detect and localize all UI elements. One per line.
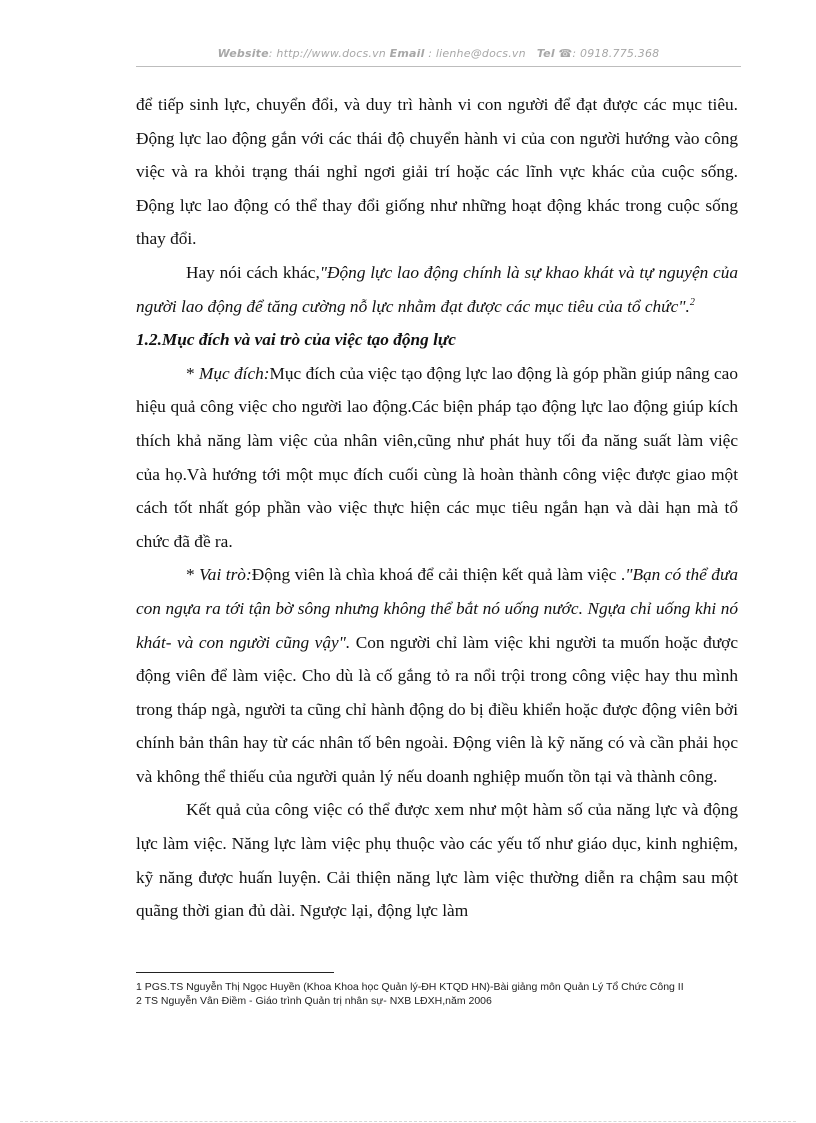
purpose-label: Mục đích: xyxy=(198,363,270,383)
tel-value: ☎: 0918.775.368 xyxy=(558,47,660,60)
footnote-2: 2 TS Nguyễn Vân Điềm - Giáo trình Quản trị nhân sự- NXB LĐXH,năm 2006 xyxy=(136,994,492,1007)
email-label: Email xyxy=(389,47,425,60)
paragraph-1: để tiếp sinh lực, chuyển đổi, và duy trì hành vi con người để đạt được các mục tiêu. Động lực lao động gắn với các thái độ chuyển hành vi của con người hướng vào công việc và ra khỏi trạng thái nghỉ ngơi giải trí hoặc các lĩnh vực khác của cuộc sống. Động lực lao động có thể thay đổi giống như những hoạt động khác trong cuộc sống thay đổi. xyxy=(136,95,738,249)
footnote-ref-2[interactable]: 2 xyxy=(689,296,695,308)
paragraph-2-lead: Hay nói cách khác, xyxy=(186,262,320,282)
footnote-1: 1 PGS.TS Nguyễn Thị Ngọc Huyền (Khoa Khoa học Quản lý-ĐH KTQD HN)-Bài giảng môn Quản Lý Tổ Chức Công II xyxy=(136,981,684,993)
purpose-text: Mục đích của việc tạo động lực lao động là góp phần giúp nâng cao hiệu quả công việc cho người lao động.Các biện pháp tạo động lực lao động giúp kích thích khả năng làm việc của nhân viên,cũng như phát huy tối đa năng suất làm việc của họ.Và hướng tới một mục đích cuối cùng là hoàn thành công việc được giao một cách tốt nhất góp phần vào việc thực hiện các mục tiêu ngắn hạn và dài hạn mà tổ chức đã đề ra. xyxy=(136,363,738,551)
role-label: Vai trò: xyxy=(199,565,252,585)
role-quote: "Bạn có thể đưa con ngựa ra tới tận bờ sông nhưng không thể bắt nó uống nước. Ngựa chỉ uống khi nó khát- và con người cũng vậy". xyxy=(136,565,739,652)
email-value: : lienhe@docs.vn xyxy=(424,47,526,60)
bullet-star: * xyxy=(186,363,199,383)
paragraph-2-quote: "Động lực lao động chính là sự khao khát và tự nguyện của người lao động để tăng cường nỗ lực nhằm đạt được các mục tiêu của tổ chức". xyxy=(136,262,738,316)
footnote-divider xyxy=(136,972,334,973)
header-divider xyxy=(136,66,741,67)
footnotes xyxy=(136,981,738,1008)
paragraph-5: Kết quả của công việc có thể được xem như một hàm số của năng lực và động lực làm việc. Năng lực làm việc phụ thuộc vào các yếu tố như giáo dục, kinh nghiệm, kỹ năng được huấn luyện. Cải thiện năng lực làm việc thường diễn ra chậm sau một quãng thời gian đủ dài. Ngược lại, động lực làm xyxy=(136,800,738,921)
paragraph-3 xyxy=(136,357,738,559)
role-text-2: Con người chỉ làm việc khi người ta muốn hoặc được động viên để làm việc. Cho dù là cố gắng tỏ ra nổi trội trong công việc hay thu mình trong tháp ngà, người ta cũng chỉ hành động do bị điều khiển hoặc được động viên bởi chính bản thân hay từ các nhân tố bên ngoài. Động viên là kỹ năng có và cần phải học và không thể thiếu của người quản lý nếu doanh nghiệp muốn tồn tại và thành công. xyxy=(136,632,738,786)
paragraph-2 xyxy=(136,256,738,323)
role-text-1: Động viên là chìa khoá để cải thiện kết quả làm việc . xyxy=(251,565,626,585)
section-heading: 1.2.Mục đích và vai trò của việc tạo động lực xyxy=(136,330,456,350)
page-header xyxy=(136,47,741,60)
paragraph-4 xyxy=(136,558,738,793)
website-value: : http://www.docs.vn xyxy=(268,47,386,60)
tel-label: Tel xyxy=(536,47,555,60)
website-label: Website xyxy=(217,47,269,60)
bullet-star: * xyxy=(186,565,200,585)
document-body xyxy=(136,88,738,928)
page-bottom-border xyxy=(20,1121,796,1122)
